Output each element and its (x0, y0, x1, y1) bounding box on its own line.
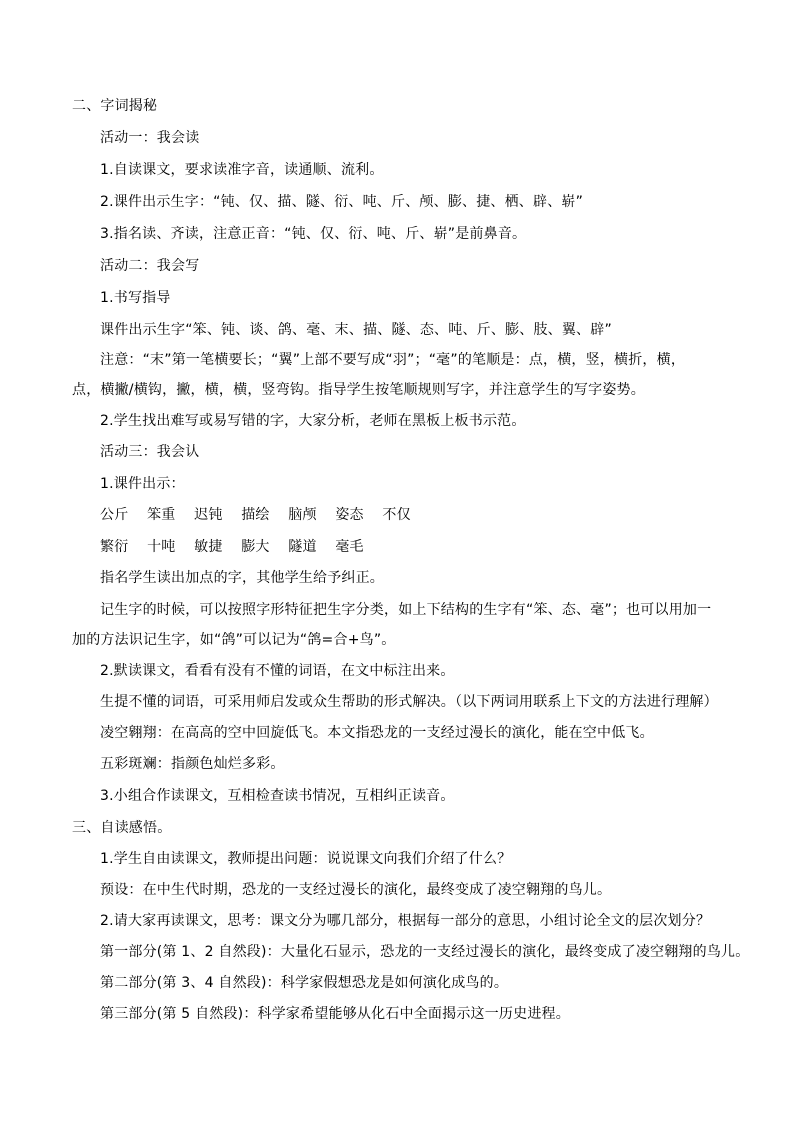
paragraph: 2.课件出示生字：“钝、仅、描、隧、衍、吨、斤、颅、膨、捷、栖、辟、崭” (100, 194, 584, 210)
word-item: 十吨 (147, 539, 176, 555)
paragraph: 五彩斑斓：指颜色灿烂多彩。 (100, 756, 285, 772)
word-list-row-1 (100, 505, 425, 525)
paragraph: 注意：“末”第一笔横要长；“翼”上部不要写成“羽”；“毫”的笔顺是：点，横，竖，横折，横， (100, 352, 686, 368)
word-item: 脑颅 (288, 507, 317, 523)
word-item: 不仅 (382, 507, 411, 523)
paragraph: 1.自读课文，要求读准字音，读通顺、流利。 (100, 162, 384, 178)
word-item: 笨重 (147, 507, 176, 523)
word-item: 膨大 (241, 539, 270, 555)
activity-1-heading: 活动一：我会读 (100, 130, 200, 146)
activity-2-heading: 活动二：我会写 (100, 258, 200, 274)
paragraph: 凌空翱翔：在高高的空中回旋低飞。本文指恐龙的一支经过漫长的演化，能在空中低飞。 (100, 725, 654, 741)
paragraph: 加的方法识记生字，如“鸽”可以记为“鸽=合+鸟”。 (72, 632, 396, 648)
word-item: 公斤 (100, 507, 129, 523)
paragraph: 生提不懂的词语，可采用师启发或众生帮助的形式解决。（以下两词用联系上下文的方法进行理解） (100, 694, 718, 710)
word-item: 敏捷 (194, 539, 223, 555)
paragraph: 课件出示生字“笨、钝、谈、鸽、毫、末、描、隧、态、吨、斤、膨、肢、翼、辟” (100, 322, 612, 338)
activity-3-heading: 活动三：我会认 (100, 444, 200, 460)
paragraph: 第二部分(第 3、4 自然段)：科学家假想恐龙是如何演化成鸟的。 (100, 975, 509, 991)
paragraph: 3.小组合作读课文，互相检查读书情况，互相纠正读音。 (100, 788, 455, 804)
paragraph: 2.请大家再读课文，思考：课文分为哪几部分，根据每一部分的意思，小组讨论全文的层次划分？ (100, 913, 711, 929)
paragraph: 第一部分(第 1、2 自然段)：大量化石显示，恐龙的一支经过漫长的演化，最终变成了凌空翱翔的鸟儿。 (100, 944, 750, 960)
word-item: 繁衍 (100, 539, 129, 555)
word-item: 迟钝 (194, 507, 223, 523)
paragraph: 记生字的时候，可以按照字形特征把生字分类，如上下结构的生字有“笨、态、毫”；也可以用加一 (100, 602, 712, 618)
section-heading-2: 二、字词揭秘 (72, 98, 158, 114)
section-heading-3: 三、自读感悟。 (72, 820, 172, 836)
word-item: 描绘 (241, 507, 270, 523)
paragraph: 第三部分(第 5 自然段)：科学家希望能够从化石中全面揭示这一历史进程。 (100, 1006, 570, 1022)
paragraph: 指名学生读出加点的字，其他学生给予纠正。 (100, 570, 384, 586)
paragraph: 2.学生找出难写或易写错的字，大家分析，老师在黑板上板书示范。 (100, 413, 526, 429)
paragraph: 1.书写指导 (100, 290, 171, 306)
word-item: 毫毛 (335, 539, 364, 555)
paragraph: 3.指名读、齐读，注意正音：“钝、仅、衍、吨、斤、崭”是前鼻音。 (100, 226, 527, 242)
paragraph: 2.默读课文，看看有没有不懂的词语，在文中标注出来。 (100, 663, 455, 679)
paragraph: 1.学生自由读课文，教师提出问题：说说课文向我们介绍了什么？ (100, 851, 512, 867)
paragraph: 1.课件出示： (100, 476, 185, 492)
word-list-row-2 (100, 537, 378, 557)
word-item: 隧道 (288, 539, 317, 555)
word-item: 姿态 (335, 507, 364, 523)
paragraph: 点，横撇/横钩，撇，横，横，竖弯钩。指导学生按笔顺规则写字，并注意学生的写字姿势。 (72, 382, 645, 398)
paragraph: 预设：在中生代时期，恐龙的一支经过漫长的演化，最终变成了凌空翱翔的鸟儿。 (100, 882, 612, 898)
